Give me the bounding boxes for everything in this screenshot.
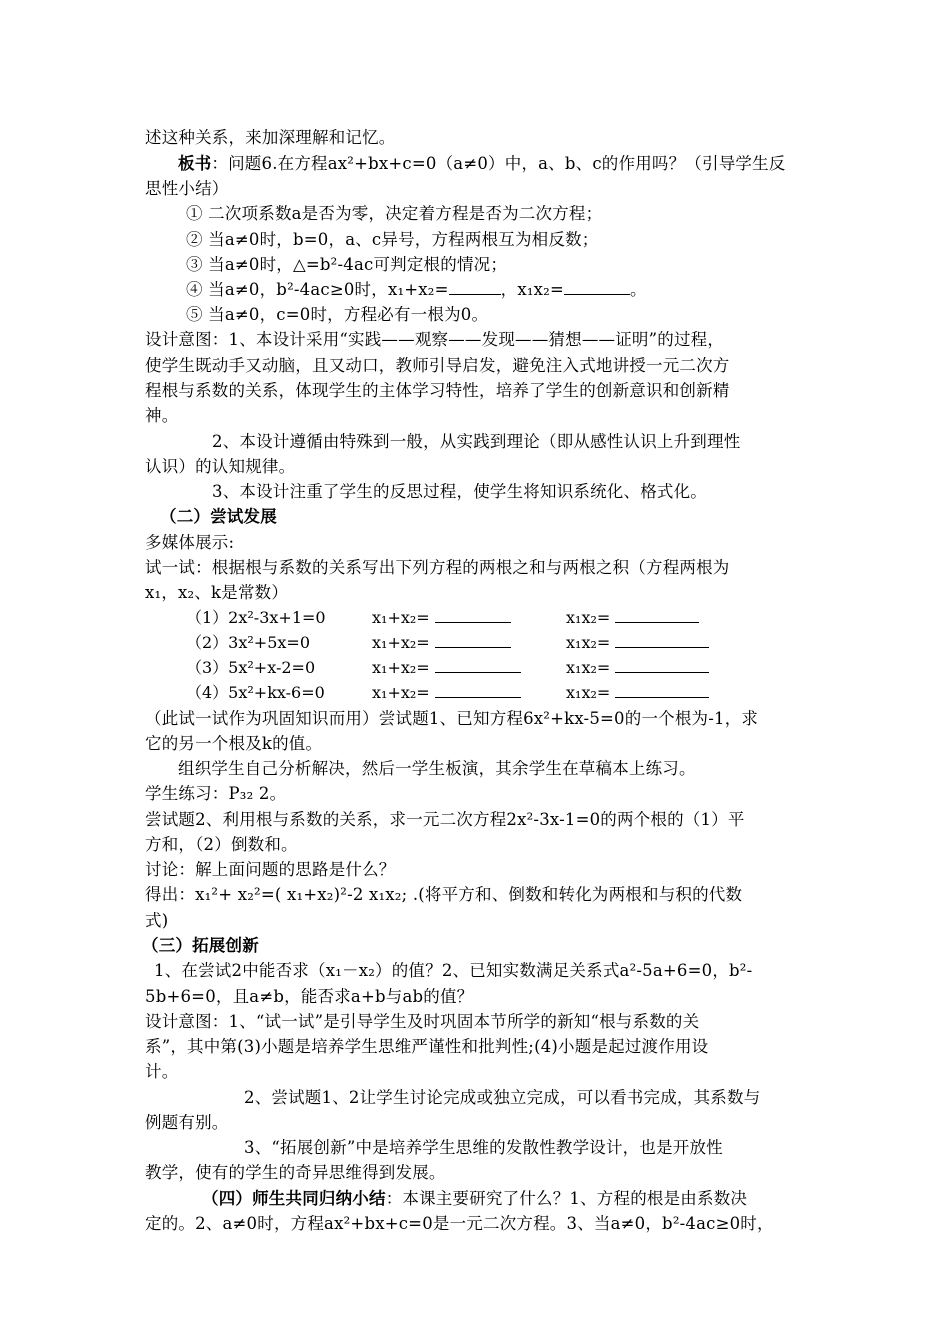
text-line: 式) (145, 911, 169, 930)
text-line: 2、本设计遵循由特殊到一般，从实践到理论（即从感性认识上升到理性 (212, 432, 741, 451)
fill-blank (615, 633, 709, 648)
text-line: 讨论：解上面问题的思路是什么？ (145, 860, 396, 879)
text-line: 设计意图：1、“试一试”是引导学生及时巩固本节所学的新知“根与系数的关 (145, 1012, 700, 1031)
fill-blank (615, 608, 699, 623)
text-line: 组织学生自己分析解决，然后一学生板演，其余学生在草稿本上练习。 (178, 759, 696, 778)
exercise-equation: （4）5x²+kx-6=0 (186, 683, 325, 702)
summary-item-2: ② 当a≠0时，b=0，a、c异号，方程两根互为相反数； (186, 230, 599, 249)
summary-item-5: ⑤ 当a≠0，c=0时，方程必有一根为0。 (186, 305, 489, 324)
text-line: 设计意图：1、本设计采用“实践——观察——发现——猜想——证明”的过程， (145, 330, 725, 349)
exercise-equation: （3）5x²+x-2=0 (186, 658, 316, 677)
text-line: 尝试题2、利用根与系数的关系，求一元二次方程2x²-3x-1=0的两个根的（1）平 (145, 810, 745, 829)
summary-heading-line (202, 1186, 747, 1212)
exercise-product (566, 655, 709, 681)
fill-blank (435, 633, 511, 648)
section-heading-3: （三）拓展创新 (142, 936, 259, 955)
product-label: x₁x₂= (566, 658, 611, 677)
text-line: 神。 (145, 406, 179, 425)
summary-item-1: ① 二次项系数a是否为零，决定着方程是否为二次方程； (186, 204, 603, 223)
text-line: 3、本设计注重了学生的反思过程，使学生将知识系统化、格式化。 (212, 482, 707, 501)
board-question: ：问题6.在方程ax²+bx+c=0（a≠0）中，a、b、c的作用吗？（引导学生反 (211, 154, 786, 173)
text-line: 3、“拓展创新”中是培养学生思维的发散性教学设计，也是开放性 (244, 1138, 723, 1157)
exercise-product (566, 630, 709, 656)
sum-label: x₁+x₂= (372, 658, 430, 677)
fill-blank (435, 683, 521, 698)
product-label: x₁x₂= (566, 683, 611, 702)
text-line: 1、在尝试2中能否求（x₁－x₂）的值？2、已知实数满足关系式a²-5a+6=0，b²- (154, 961, 753, 980)
item-4-text: ④ 当a≠0，b²-4ac≥0时，x₁+x₂= (186, 280, 449, 299)
product-label: x₁x₂= (566, 608, 611, 627)
summary-text: ：本课主要研究了什么？1、方程的根是由系数决 (385, 1189, 748, 1208)
text-line: 多媒体展示: (145, 533, 235, 552)
exercise-sum (372, 680, 521, 706)
board-note-line (178, 151, 786, 177)
summary-item-3: ③ 当a≠0时，△=b²-4ac可判定根的情况； (186, 255, 508, 274)
item-4-text-c: 。 (630, 280, 647, 299)
text-line: 教学，使有的学生的奇异思维得到发展。 (145, 1163, 446, 1182)
section-heading-2: （二）尝试发展 (160, 507, 277, 526)
text-line: 程根与系数的关系，体现学生的主体学习特性，培养了学生的创新意识和创新精 (145, 381, 730, 400)
sum-label: x₁+x₂= (372, 633, 430, 652)
text-line: 系”，其中第(3)小题是培养学生思维严谨性和批判性;(4)小题是起过渡作用设 (145, 1037, 709, 1056)
exercise-equation: （1）2x²-3x+1=0 (186, 608, 326, 627)
exercise-sum (372, 630, 511, 656)
text-line: x₁，x₂、k是常数） (145, 583, 289, 602)
text-line: 学生练习：P₃₂ 2。 (145, 784, 287, 803)
item-4-text-b: ，x₁x₂= (500, 280, 565, 299)
text-line: 2、尝试题1、2让学生讨论完成或独立完成，可以看书完成，其系数与 (244, 1088, 761, 1107)
product-label: x₁x₂= (566, 633, 611, 652)
exercise-product (566, 605, 699, 631)
fill-blank (435, 658, 521, 673)
text-line: 认识）的认知规律。 (145, 457, 296, 476)
text-line: 思性小结） (145, 179, 229, 198)
text-line: 使学生既动手又动脑，且又动口，教师引导启发，避免注入式地讲授一元二次方 (145, 356, 730, 375)
exercise-product (566, 680, 709, 706)
section-heading-4: （四）师生共同归纳小结 (202, 1189, 386, 1208)
fill-blank (564, 280, 630, 295)
sum-label: x₁+x₂= (372, 683, 430, 702)
text-line: 试一试：根据根与系数的关系写出下列方程的两根之和与两根之积（方程两根为 (145, 558, 730, 577)
text-line: 它的另一个根及k的值。 (145, 734, 323, 753)
sum-label: x₁+x₂= (372, 608, 430, 627)
text-line: 述这种关系，来加深理解和记忆。 (145, 128, 396, 147)
exercise-equation: （2）3x²+5x=0 (186, 633, 310, 652)
text-line: （此试一试作为巩固知识而用）尝试题1、已知方程6x²+kx-5=0的一个根为-1，求 (145, 709, 759, 728)
text-line: 5b+6=0，且a≠b，能否求a+b与ab的值？ (145, 987, 474, 1006)
fill-blank (615, 658, 709, 673)
exercise-sum (372, 655, 521, 681)
text-line: 方和，（2）倒数和。 (145, 835, 298, 854)
summary-item-4 (186, 277, 647, 303)
board-label: 板书 (178, 154, 212, 173)
fill-blank (449, 280, 501, 295)
exercise-sum (372, 605, 511, 631)
text-line: 计。 (145, 1062, 179, 1081)
fill-blank (615, 683, 709, 698)
text-line: 例题有别。 (145, 1113, 229, 1132)
text-line: 定的。2、a≠0时，方程ax²+bx+c=0是一元二次方程。3、当a≠0，b²-4ac≥0时， (145, 1214, 774, 1233)
fill-blank (435, 608, 511, 623)
text-line: 得出：x₁²+ x₂²=( x₁+x₂)²-2 x₁x₂; .(将平方和、倒数和转化为两根和与积的代数 (145, 885, 743, 904)
